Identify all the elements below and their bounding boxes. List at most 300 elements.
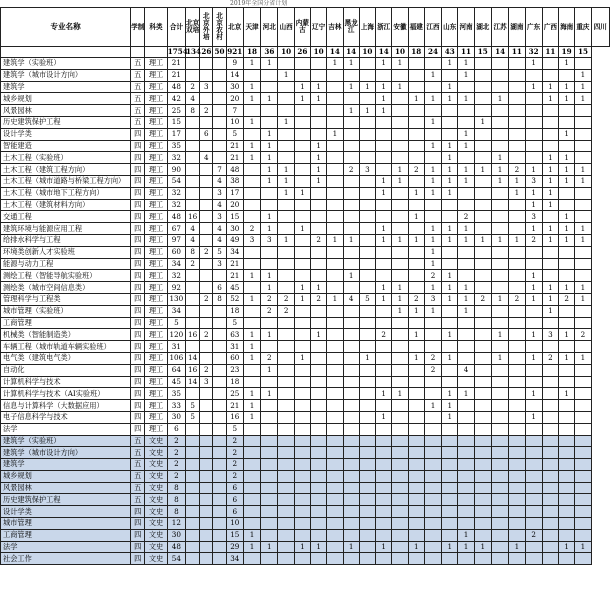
province-quota-cell — [491, 506, 508, 518]
province-quota-cell — [294, 69, 310, 81]
province-quota-cell — [509, 199, 525, 211]
province-quota-cell: 1 — [559, 234, 575, 246]
province-quota-cell: 1 — [559, 81, 575, 93]
province-quota-cell: 31 — [226, 341, 243, 353]
province-quota-cell — [359, 270, 375, 282]
province-quota-cell: 21 — [226, 152, 243, 164]
province-quota-cell — [408, 317, 424, 329]
province-quota-cell: 1 — [376, 58, 392, 70]
row-total-cell: 35 — [167, 140, 185, 152]
header-province: 内蒙古 — [294, 8, 310, 47]
header-province: 浙江 — [376, 8, 392, 47]
province-quota-cell — [559, 529, 575, 541]
major-name-cell: 风景园林 — [1, 105, 131, 117]
header-province: 广西 — [542, 8, 558, 47]
major-name-cell: 城市管理 — [1, 518, 131, 530]
province-quota-cell: 3 — [213, 258, 226, 270]
province-quota-cell: 1 — [458, 293, 474, 305]
province-quota-cell — [278, 400, 294, 412]
province-quota-cell — [213, 81, 226, 93]
province-quota-cell — [200, 93, 213, 105]
province-quota-cell — [311, 376, 327, 388]
province-quota-cell — [186, 58, 200, 70]
province-quota-cell — [424, 553, 441, 565]
province-quota-cell — [376, 140, 392, 152]
province-quota-cell — [424, 411, 441, 423]
province-quota-cell — [509, 506, 525, 518]
province-quota-cell: 1 — [575, 352, 591, 364]
province-quota-cell: 1 — [294, 81, 310, 93]
province-quota-cell — [392, 152, 408, 164]
province-quota-cell — [343, 258, 359, 270]
province-quota-cell: 1 — [559, 329, 575, 341]
province-quota-cell: 2 — [542, 352, 558, 364]
province-quota-cell — [392, 116, 408, 128]
province-quota-cell: 1 — [424, 246, 441, 258]
province-quota-cell — [474, 388, 491, 400]
province-quota-cell — [200, 116, 213, 128]
province-quota-cell — [327, 423, 343, 435]
province-quota-cell — [509, 376, 525, 388]
province-quota-cell — [376, 364, 392, 376]
province-quota-cell: 2 — [200, 364, 213, 376]
province-quota-cell — [442, 376, 458, 388]
province-quota-cell — [376, 211, 392, 223]
province-quota-cell — [559, 482, 575, 494]
province-quota-cell — [509, 352, 525, 364]
row-total-cell: 48 — [167, 211, 185, 223]
province-quota-cell — [442, 246, 458, 258]
province-quota-cell — [243, 187, 260, 199]
major-name-cell: 建筑学 — [1, 81, 131, 93]
category-cell: 文史 — [145, 518, 167, 530]
province-quota-cell: 1 — [559, 541, 575, 553]
province-quota-cell — [261, 447, 278, 459]
province-quota-cell: 2 — [186, 81, 200, 93]
province-quota-cell — [311, 69, 327, 81]
province-quota-cell — [408, 435, 424, 447]
province-quota-cell: 1 — [458, 282, 474, 294]
province-quota-cell — [442, 258, 458, 270]
length-cell: 四 — [131, 329, 145, 341]
province-quota-cell — [327, 187, 343, 199]
province-quota-cell — [200, 541, 213, 553]
province-quota-cell: 1 — [559, 164, 575, 176]
province-quota-cell — [474, 459, 491, 471]
province-quota-cell — [327, 364, 343, 376]
province-quota-cell: 1 — [474, 234, 491, 246]
length-cell: 四 — [131, 140, 145, 152]
province-quota-cell — [359, 459, 375, 471]
province-quota-cell — [294, 423, 310, 435]
category-cell: 理工 — [145, 282, 167, 294]
province-quota-cell — [575, 199, 591, 211]
province-quota-cell — [509, 81, 525, 93]
province-quota-cell — [327, 164, 343, 176]
province-quota-cell — [392, 459, 408, 471]
province-quota-cell — [278, 435, 294, 447]
province-quota-cell: 15 — [226, 211, 243, 223]
province-quota-cell — [343, 93, 359, 105]
province-quota-cell — [575, 187, 591, 199]
province-quota-cell — [491, 128, 508, 140]
row-total-cell: 31 — [167, 341, 185, 353]
province-quota-cell — [458, 317, 474, 329]
category-cell: 文史 — [145, 447, 167, 459]
province-quota-cell — [213, 58, 226, 70]
province-total-cell: 921 — [227, 47, 243, 56]
province-quota-cell — [408, 223, 424, 235]
province-quota-cell — [376, 529, 392, 541]
province-quota-cell — [243, 447, 260, 459]
province-quota-cell — [278, 140, 294, 152]
province-quota-cell: 1 — [542, 164, 558, 176]
province-quota-cell — [278, 341, 294, 353]
province-quota-cell — [442, 364, 458, 376]
province-quota-cell — [376, 341, 392, 353]
province-quota-cell — [359, 411, 375, 423]
province-quota-cell — [575, 482, 591, 494]
province-quota-cell — [575, 388, 591, 400]
row-total-cell: 8 — [167, 482, 185, 494]
province-quota-cell — [311, 305, 327, 317]
province-quota-cell — [359, 364, 375, 376]
province-quota-cell — [408, 116, 424, 128]
province-quota-cell — [424, 506, 441, 518]
province-quota-cell — [343, 116, 359, 128]
province-quota-cell — [442, 423, 458, 435]
province-quota-cell — [343, 352, 359, 364]
province-quota-cell: 63 — [226, 329, 243, 341]
province-quota-cell: 1 — [311, 81, 327, 93]
province-quota-cell — [542, 258, 558, 270]
province-quota-cell — [491, 282, 508, 294]
province-quota-cell — [186, 541, 200, 553]
province-quota-cell — [424, 81, 441, 93]
province-quota-cell — [559, 105, 575, 117]
province-quota-cell — [559, 341, 575, 353]
province-quota-cell: 2 — [278, 305, 294, 317]
province-quota-cell: 21 — [226, 258, 243, 270]
province-quota-cell: 1 — [343, 270, 359, 282]
province-quota-cell — [311, 128, 327, 140]
province-quota-cell — [311, 447, 327, 459]
table-row — [1, 223, 610, 235]
province-quota-cell — [458, 411, 474, 423]
province-quota-cell — [408, 58, 424, 70]
province-quota-cell: 1 — [376, 234, 392, 246]
province-quota-cell — [491, 223, 508, 235]
province-quota-cell — [559, 411, 575, 423]
province-quota-cell — [559, 400, 575, 412]
province-quota-cell: 3 — [213, 211, 226, 223]
province-quota-cell — [458, 447, 474, 459]
province-quota-cell — [542, 341, 558, 353]
province-quota-cell: 1 — [408, 352, 424, 364]
province-quota-cell — [408, 81, 424, 93]
province-quota-cell: 1 — [243, 352, 260, 364]
province-quota-cell — [186, 305, 200, 317]
province-quota-cell — [186, 164, 200, 176]
province-quota-cell — [359, 400, 375, 412]
row-total-cell: 35 — [167, 388, 185, 400]
province-quota-cell: 1 — [278, 69, 294, 81]
province-quota-cell: 25 — [226, 388, 243, 400]
province-quota-cell — [474, 494, 491, 506]
province-quota-cell — [525, 494, 542, 506]
province-quota-cell: 2 — [261, 352, 278, 364]
province-quota-cell — [311, 364, 327, 376]
province-quota-cell: 1 — [442, 329, 458, 341]
province-quota-cell — [186, 341, 200, 353]
province-quota-cell: 5 — [226, 317, 243, 329]
province-quota-cell: 2 — [226, 470, 243, 482]
province-quota-cell — [376, 69, 392, 81]
province-quota-cell: 1 — [442, 140, 458, 152]
province-quota-cell — [213, 341, 226, 353]
province-quota-cell — [509, 423, 525, 435]
province-quota-cell: 49 — [226, 234, 243, 246]
province-quota-cell — [408, 128, 424, 140]
province-quota-cell — [376, 447, 392, 459]
province-quota-cell — [213, 105, 226, 117]
table-row — [1, 93, 610, 105]
province-quota-cell — [359, 506, 375, 518]
category-cell: 理工 — [145, 246, 167, 258]
province-quota-cell: 1 — [376, 175, 392, 187]
province-quota-cell — [424, 388, 441, 400]
province-quota-cell — [294, 246, 310, 258]
province-quota-cell — [278, 246, 294, 258]
province-quota-cell — [542, 116, 558, 128]
province-quota-cell — [327, 447, 343, 459]
province-quota-cell — [359, 258, 375, 270]
province-quota-cell — [294, 482, 310, 494]
province-quota-cell: 1 — [376, 293, 392, 305]
province-quota-cell: 1 — [261, 223, 278, 235]
province-quota-cell — [359, 376, 375, 388]
length-cell: 五 — [131, 93, 145, 105]
province-quota-cell — [359, 234, 375, 246]
province-quota-cell — [200, 187, 213, 199]
province-quota-cell — [243, 518, 260, 530]
province-quota-cell — [278, 482, 294, 494]
header-province: 安徽 — [392, 8, 408, 47]
category-cell: 理工 — [145, 175, 167, 187]
province-quota-cell — [442, 317, 458, 329]
province-quota-cell: 1 — [542, 223, 558, 235]
province-quota-cell — [213, 152, 226, 164]
province-quota-cell — [474, 400, 491, 412]
province-quota-cell — [261, 341, 278, 353]
province-quota-cell — [243, 423, 260, 435]
province-quota-cell — [311, 400, 327, 412]
province-quota-cell — [278, 518, 294, 530]
province-quota-cell: 1 — [243, 116, 260, 128]
province-quota-cell: 1 — [525, 58, 542, 70]
province-quota-cell: 1 — [442, 541, 458, 553]
province-quota-cell: 1 — [509, 187, 525, 199]
length-cell: 四 — [131, 305, 145, 317]
province-quota-cell: 1 — [243, 411, 260, 423]
province-quota-cell — [509, 258, 525, 270]
row-total-cell: 48 — [167, 81, 185, 93]
totals-row — [1, 47, 610, 58]
province-quota-cell — [424, 423, 441, 435]
province-quota-cell — [376, 482, 392, 494]
province-quota-cell — [474, 282, 491, 294]
province-quota-cell — [311, 211, 327, 223]
province-quota-cell — [243, 282, 260, 294]
province-quota-cell: 45 — [226, 282, 243, 294]
province-quota-cell — [392, 69, 408, 81]
province-quota-cell — [474, 187, 491, 199]
province-quota-cell — [311, 246, 327, 258]
province-quota-cell — [542, 317, 558, 329]
province-quota-cell — [491, 270, 508, 282]
province-quota-cell: 1 — [343, 81, 359, 93]
province-quota-cell: 1 — [261, 270, 278, 282]
province-quota-cell: 1 — [243, 152, 260, 164]
province-quota-cell: 1 — [343, 58, 359, 70]
province-quota-cell — [200, 459, 213, 471]
province-quota-cell — [359, 199, 375, 211]
province-quota-cell — [294, 199, 310, 211]
province-quota-cell — [424, 518, 441, 530]
province-quota-cell — [343, 494, 359, 506]
province-quota-cell: 1 — [327, 58, 343, 70]
province-quota-cell: 1 — [525, 164, 542, 176]
province-quota-cell — [408, 105, 424, 117]
province-quota-cell — [575, 152, 591, 164]
province-quota-cell — [491, 529, 508, 541]
header-length: 学制 — [131, 8, 145, 47]
province-quota-cell: 2 — [408, 293, 424, 305]
province-quota-cell — [575, 258, 591, 270]
province-total-cell: 11 — [542, 47, 558, 58]
province-quota-cell — [311, 105, 327, 117]
province-quota-cell — [186, 518, 200, 530]
province-quota-cell: 18 — [226, 305, 243, 317]
length-cell: 四 — [131, 506, 145, 518]
province-quota-cell — [294, 270, 310, 282]
header-province: 上海 — [359, 8, 375, 47]
province-quota-cell — [243, 506, 260, 518]
province-quota-cell: 1 — [359, 81, 375, 93]
province-quota-cell — [294, 494, 310, 506]
province-quota-cell: 1 — [559, 58, 575, 70]
province-quota-cell: 1 — [525, 352, 542, 364]
table-row — [1, 58, 610, 70]
province-quota-cell — [261, 116, 278, 128]
province-quota-cell — [408, 518, 424, 530]
province-quota-cell: 38 — [226, 175, 243, 187]
province-quota-cell — [575, 400, 591, 412]
province-quota-cell — [200, 223, 213, 235]
province-quota-cell: 1 — [424, 140, 441, 152]
province-quota-cell — [525, 423, 542, 435]
province-quota-cell: 1 — [408, 329, 424, 341]
province-quota-cell — [278, 459, 294, 471]
province-quota-cell: 1 — [559, 175, 575, 187]
row-total-cell: 2 — [167, 435, 185, 447]
province-quota-cell — [575, 364, 591, 376]
province-quota-cell — [424, 482, 441, 494]
province-quota-cell — [442, 482, 458, 494]
province-quota-cell — [542, 494, 558, 506]
province-total-cell: 15 — [575, 47, 591, 58]
province-quota-cell: 1 — [376, 223, 392, 235]
province-quota-cell — [343, 388, 359, 400]
province-quota-cell — [278, 270, 294, 282]
length-cell: 四 — [131, 234, 145, 246]
province-quota-cell — [509, 223, 525, 235]
province-quota-cell — [359, 282, 375, 294]
province-total-cell: 11 — [458, 47, 474, 58]
province-total-cell: 14 — [376, 47, 392, 58]
province-quota-cell: 1 — [442, 388, 458, 400]
province-quota-cell — [359, 435, 375, 447]
province-quota-cell — [294, 258, 310, 270]
province-quota-cell: 1 — [243, 541, 260, 553]
length-cell: 四 — [131, 529, 145, 541]
province-quota-cell — [200, 164, 213, 176]
row-total-cell: 130 — [167, 293, 185, 305]
table-row — [1, 140, 610, 152]
province-quota-cell: 1 — [392, 388, 408, 400]
province-quota-cell — [474, 518, 491, 530]
province-quota-cell — [392, 223, 408, 235]
province-quota-cell — [343, 187, 359, 199]
province-quota-cell — [442, 553, 458, 565]
province-quota-cell: 1 — [559, 352, 575, 364]
province-quota-cell: 1 — [278, 187, 294, 199]
province-quota-cell — [559, 258, 575, 270]
province-quota-cell: 34 — [226, 246, 243, 258]
table-row — [1, 482, 610, 494]
province-quota-cell — [343, 128, 359, 140]
length-cell: 五 — [131, 81, 145, 93]
province-quota-cell — [442, 447, 458, 459]
province-quota-cell: 7 — [226, 105, 243, 117]
province-total-cell: 10 — [278, 47, 294, 58]
major-name-cell: 建筑学 — [1, 459, 131, 471]
province-quota-cell — [424, 447, 441, 459]
province-quota-cell — [392, 93, 408, 105]
province-quota-cell: 1 — [376, 187, 392, 199]
length-cell: 四 — [131, 199, 145, 211]
province-quota-cell — [359, 58, 375, 70]
province-quota-cell — [392, 128, 408, 140]
province-quota-cell — [442, 69, 458, 81]
province-quota-cell — [392, 400, 408, 412]
category-cell: 理工 — [145, 140, 167, 152]
major-name-cell: 城乡规划 — [1, 93, 131, 105]
province-quota-cell: 1 — [559, 93, 575, 105]
province-quota-cell — [327, 518, 343, 530]
major-name-cell: 土木工程（城市地下工程方向） — [1, 187, 131, 199]
header-province: 福建 — [408, 8, 424, 47]
province-quota-cell: 1 — [458, 164, 474, 176]
province-quota-cell: 1 — [327, 234, 343, 246]
province-quota-cell — [376, 470, 392, 482]
province-quota-cell: 8 — [213, 293, 226, 305]
province-quota-cell: 2 — [200, 105, 213, 117]
province-quota-cell — [542, 58, 558, 70]
length-cell: 四 — [131, 223, 145, 235]
province-quota-cell — [243, 364, 260, 376]
province-quota-cell — [359, 187, 375, 199]
